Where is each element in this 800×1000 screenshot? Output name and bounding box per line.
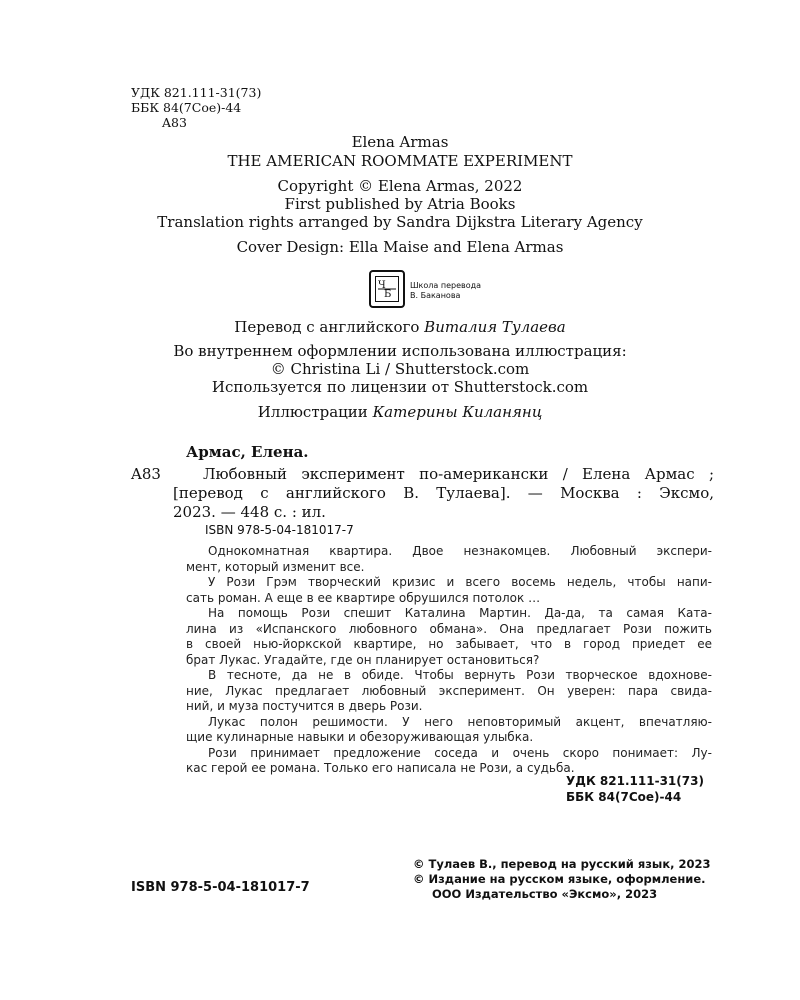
card-code: A83 [131, 465, 161, 483]
annotation-line: брат Лукас. Угадайте, где он планирует остановиться? [186, 652, 540, 667]
translation-copyright: © Тулаев В., перевод на русский язык, 2023 [413, 857, 711, 871]
translation-credit [0, 318, 800, 336]
card-line-1: Любовный эксперимент по-американски / Елена Армас ; [203, 465, 714, 483]
annotation-line: В тесноте, да не в обиде. Чтобы вернуть Рози творческое вдохнове- [208, 668, 712, 682]
annotation-line: в своей нью-йоркской квартире, но забывает, что в город приедет ее [186, 637, 712, 651]
original-author: Elena Armas [351, 133, 449, 151]
annotation-line: На помощь Рози спешит Каталина Мартин. Да-да, та самая Ката- [208, 606, 712, 620]
illustrations-prefix: Иллюстрации [257, 403, 373, 421]
copyright-line: Copyright © Elena Armas, 2022 [277, 177, 523, 195]
edition-copyright: © Издание на русском языке, оформление. [413, 872, 706, 886]
translation-rights-line: Translation rights arranged by Sandra Dijkstra Literary Agency [157, 213, 643, 231]
annotation-line: Лукас полон решимости. У него неповторимый акцент, впечатляю- [208, 714, 712, 729]
annotation-line: щие кулинарные навыки и обезоруживающая улыбка. [186, 730, 534, 744]
illustration-note-3: Используется по лицензии от Shutterstock.com [211, 378, 589, 396]
annotation-line: мент, который изменит все. [186, 559, 365, 574]
annotation-line: Однокомнатная квартира. Двое незнакомцев. Любовный экспери- [208, 544, 712, 558]
illustration-note-2: © Christina Li / Shutterstock.com [270, 360, 530, 378]
annotation-line: Рози принимает предложение соседа и очень скоро понимает: Лу- [208, 745, 712, 760]
svg-text:Ч: Ч [378, 280, 386, 291]
card-author-heading: Армас, Елена. [186, 443, 309, 461]
footer-isbn: ISBN 978-5-04-181017-7 [131, 880, 310, 895]
card-line-2: [перевод с английского В. Тулаева]. — Москва : Эксмо, [173, 484, 714, 502]
card-udk-code: УДК 821.111-31(73) [566, 774, 704, 788]
translator-name: Виталия Тулаева [424, 318, 566, 336]
illustration-note-1: Во внутреннем оформлении использована иллюстрация: [173, 342, 627, 360]
translation-school-logo-icon [369, 270, 405, 308]
illustrator-name: Катерины Киланянц [372, 403, 543, 421]
card-bbk-code: ББК 84(7Сое)-44 [566, 790, 682, 804]
first-published-line: First published by Atria Books [284, 195, 516, 213]
original-title: THE AMERICAN ROOMMATE EXPERIMENT [227, 152, 573, 170]
annotation-line: ний, и муза постучится в дверь Рози. [186, 699, 423, 713]
annotation-line: лина из «Испанского любовного обмана». Она предлагает Рози пожить [186, 621, 712, 636]
bbk-code: ББК 84(7Сое)-44 [131, 100, 242, 115]
logo-caption-line2: В. Баканова [410, 291, 461, 300]
publisher-copyright: ООО Издательство «Эксмо», 2023 [432, 887, 658, 901]
illustrator-credit [0, 403, 800, 421]
annotation-line: сать роман. А еще в ее квартире обрушился потолок … [186, 590, 541, 605]
svg-text:Б: Б [384, 289, 392, 300]
card-line-3: 2023. — 448 с. : ил. [173, 503, 326, 521]
cover-design-line: Cover Design: Ella Maise and Elena Armas [236, 238, 564, 256]
udk-code: УДК 821.111-31(73) [131, 85, 262, 100]
logo-caption-line1: Школа перевода [410, 281, 482, 290]
logo-caption [410, 281, 481, 301]
card-isbn: ISBN 978-5-04-181017-7 [205, 523, 354, 537]
translation-prefix: Перевод с английского [234, 318, 425, 336]
annotation-line: У Рози Грэм творческий кризис и всего восемь недель, чтобы напи- [208, 575, 712, 589]
annotation [186, 544, 712, 777]
author-sign-code: A83 [162, 115, 187, 130]
annotation-line: кас герой ее романа. Только его написала не Рози, а судьба. [186, 761, 575, 775]
annotation-line: ние, Лукас предлагает любовный эксперимент. Он уверен: пара свида- [186, 683, 712, 698]
